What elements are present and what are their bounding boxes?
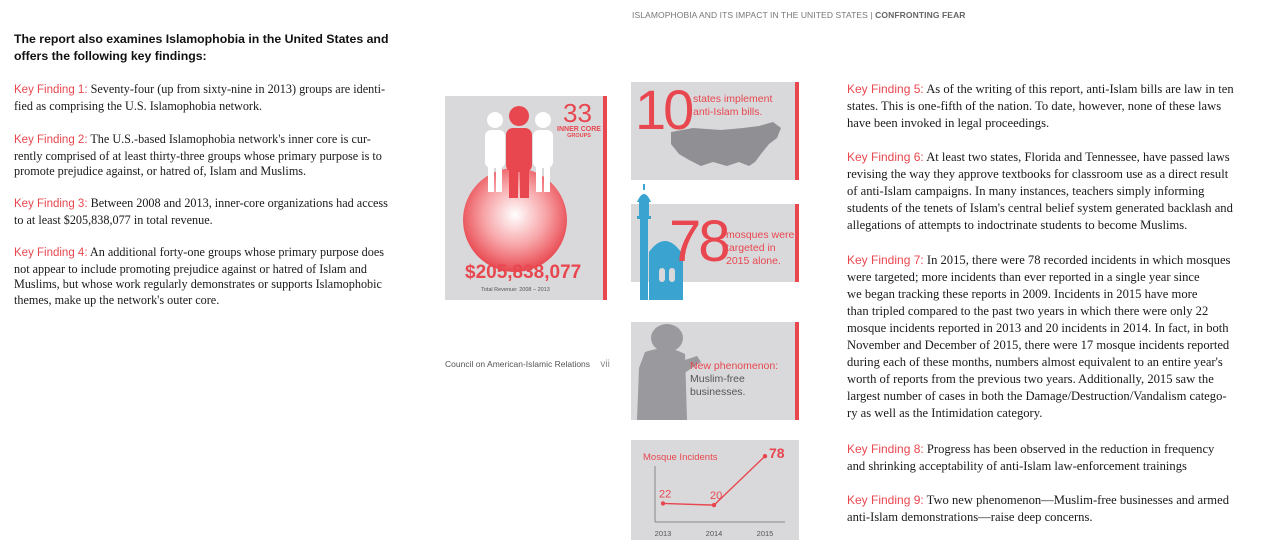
mosques-caption-line: targeted in [726,242,776,254]
data-point [661,501,665,505]
x-tick-label: 2014 [705,529,723,538]
states-caption [693,93,772,119]
key-finding-line: At least two states, Florida and Tennessee, have passed laws [926,150,1230,164]
mosques-caption-line: mosques were [726,229,795,241]
key-finding-label: Key Finding 1: [14,84,88,96]
key-finding-line: In 2015, there were 78 recorded incidents in which mosques [926,253,1231,267]
key-finding-line: allegations of attempts to indoctrinate students to become Muslims. [847,218,1188,232]
revenue-figure: $205,838,077 [465,262,582,283]
phenomenon-infographic [631,322,799,420]
mosques-infographic [631,182,799,300]
header-section-title: CONFRONTING FEAR [875,10,966,20]
key-finding-label: Key Finding 5: [847,82,924,96]
states-number: 10 [635,82,692,141]
key-finding-1 [14,82,404,114]
states-caption-line: anti-Islam bills. [693,106,763,118]
key-finding-6 [847,149,1257,234]
key-finding-line: revising the way they approve textbooks for classroom use as a direct result [847,167,1229,181]
chart-title: Mosque Incidents [643,452,718,463]
mosques-caption-line: 2015 alone. [726,255,781,267]
key-finding-line: rently comprised of at least thirty-three groups whose primary purpose is to [14,148,382,163]
key-finding-line: we began tracking these reports in 2009. Incidents in 2015 have more [847,287,1198,301]
running-header [632,10,966,20]
key-finding-label: Key Finding 4: [14,247,88,259]
key-finding-line: states. This is one-fifth of the nation. To date, however, none of these laws [847,99,1222,113]
key-finding-line: promote prejudice against, or hatred of, Islam and Muslims. [14,164,307,179]
key-finding-4 [14,245,404,308]
key-finding-line: not appear to include promoting prejudice against or hatred of Islam and [14,261,367,276]
key-finding-line: were targeted; more incidents than ever reported in a single year since [847,270,1200,284]
key-finding-line: largest number of cases in both the Damage/Destruction/Vandalism catego- [847,389,1227,403]
key-finding-line: fied as comprising the U.S. Islamophobia network. [14,98,263,113]
key-finding-line: Progress has been observed in the reduction in frequency [926,442,1215,456]
inner-core-infographic [445,96,607,300]
key-finding-line: November and December of 2015, there were 17 mosque incidents reported [847,338,1230,352]
key-finding-2 [14,132,404,180]
key-finding-line: have been invoked in legal proceedings. [847,116,1050,130]
key-finding-8 [847,441,1257,475]
phenomenon-caption [690,360,778,399]
key-finding-line: Two new phenomenon—Muslim-free businesses and armed [926,493,1229,507]
key-finding-label: Key Finding 6: [847,150,924,164]
page-number: vii [600,359,610,370]
revenue-caption: Total Revenue: 2008 – 2013 [481,287,550,293]
mosque-incidents-chart [631,440,799,540]
key-finding-line: Between 2008 and 2013, inner-core organizations had access [90,196,388,210]
data-point [763,454,767,458]
mosques-number: 78 [669,209,728,274]
inner-core-number: 33 [563,98,592,128]
key-finding-line: ry as well as the Intimidation category. [847,406,1043,420]
key-finding-label: Key Finding 3: [14,198,88,210]
inner-core-label [555,126,603,139]
key-finding-line: anti-Islam demonstrations—raise deep concerns. [847,510,1093,524]
key-finding-line: worth of reports from the previous two years. Additionally, 2015 saw the [847,372,1214,386]
mosques-caption [726,229,794,268]
key-finding-line: mosque incidents reported in 2013 and 20 incidents in 2014. In fact, in both [847,321,1229,335]
key-finding-label: Key Finding 8: [847,442,924,456]
key-finding-line: than tripled compared to the past two years in which there were only 22 [847,304,1209,318]
inner-core-label-line: GROUPS [567,133,591,139]
page-footer [445,359,610,370]
states-infographic [631,82,799,180]
key-finding-line: to at least $205,838,077 in total revenue. [14,212,213,227]
accent-bar [795,204,799,282]
header-separator: | [870,10,873,20]
key-finding-3 [14,196,404,228]
phenomenon-caption-line: New phenomenon: [690,360,779,372]
intro-heading: The report also examines Islamophobia in the United States and offers the following key findings: [14,32,389,63]
states-caption-line: states implement [693,93,773,105]
data-point [712,503,716,507]
key-finding-label: Key Finding 2: [14,134,88,146]
data-label: 22 [659,488,672,501]
key-finding-5 [847,81,1257,132]
header-report-title: ISLAMOPHOBIA AND ITS IMPACT IN THE UNITED STATES [632,10,868,20]
key-finding-line: of anti-Islam campaigns. In many instances, teachers simply informing [847,184,1205,198]
x-tick-label: 2013 [654,529,672,538]
key-finding-line: during each of these months, numbers almost equivalent to an entire year's [847,355,1223,369]
phenomenon-caption-line: businesses. [690,386,746,398]
footer-org: Council on American-Islamic Relations [445,359,591,369]
key-finding-line: An additional forty-one groups whose primary purpose does [89,245,385,259]
key-finding-line: The U.S.-based Islamophobia network's inner core is cur- [90,132,371,146]
key-finding-line: Seventy-four (up from sixty-nine in 2013) groups are identi- [90,82,386,96]
key-finding-9 [847,492,1257,526]
data-label: 20 [710,490,723,503]
key-finding-line: students of the tenets of Islam's central belief system generated backlash and [847,201,1233,215]
key-finding-label: Key Finding 9: [847,493,924,507]
phenomenon-caption-line: Muslim-free [690,373,745,385]
inner-core-label-line: INNER CORE [557,126,601,133]
key-finding-line: As of the writing of this report, anti-Islam bills are law in ten [926,82,1234,96]
key-finding-label: Key Finding 7: [847,253,924,267]
data-label: 78 [769,445,785,462]
chart-svg [631,440,799,540]
key-finding-line: Muslims, but whose work regularly demonstrates or supports Islamophobic [14,277,382,292]
x-tick-label: 2015 [756,529,774,538]
key-finding-7 [847,252,1257,422]
key-finding-line: themes, make up the network's outer core. [14,292,220,307]
key-finding-line: and shrinking acceptability of anti-Islam law-enforcement trainings [847,459,1187,473]
